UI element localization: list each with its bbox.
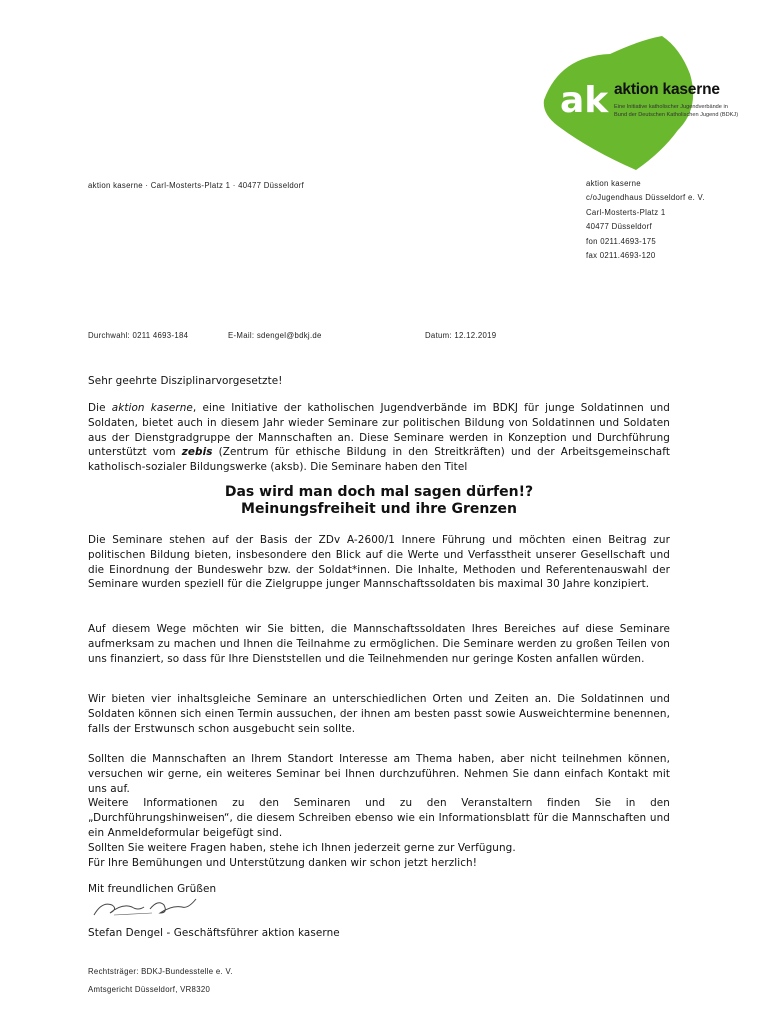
signature-name: Stefan Dengel - Geschäftsführer aktion kaserne xyxy=(88,927,340,939)
aktion-kaserne-logo xyxy=(540,34,770,170)
seminar-title xyxy=(88,484,670,518)
paragraph-offer: Wir bieten vier inhaltsgleiche Seminare an unterschiedlichen Orten und Zeiten an. Die Soldatinnen und Soldaten können sich einen Termin aussuchen, der ihnen am besten passt sowie Ausweichtermine benennen, falls der Erstwunsch schon ausgebucht sein sollte. xyxy=(88,693,670,735)
intro-zebis: zebis xyxy=(181,446,213,459)
logo-ak-mark: ak xyxy=(560,80,609,121)
address-line: 40477 Düsseldorf xyxy=(586,222,652,232)
paragraph-basis: Die Seminare stehen auf der Basis der ZDv A-2600/1 Innere Führung und möchten einen Beitrag zur politischen Bildung bieten, insbesondere den Blick auf die Werte und Verfasstheit unserer Gesellschaft und die Einordnung der Bundeswehr bzw. der Soldat*innen. Die Inhalte, Methoden und Referentenauswahl der Seminare wurden speziell für die Zielgruppe junger Mannschaftssoldaten bis maximal 30 Jahre konzipiert. xyxy=(88,534,670,591)
date: Datum: 12.12.2019 xyxy=(425,331,497,340)
footer-register: Amtsgericht Düsseldorf, VR8320 xyxy=(88,985,211,994)
paragraph-contact-a: Sollten die Mannschaften an Ihrem Standort Interesse am Thema haben, aber nicht teilnehmen können, versuchen wir gerne, ein weiteres Seminar bei Ihnen durchzuführen. Nehmen Sie dann einfach Kontakt mit uns auf. xyxy=(88,753,670,795)
paragraph-request: Auf diesem Wege möchten wir Sie bitten, die Mannschaftssoldaten Ihres Bereiches auf diese Seminare aufmerksam zu machen und Ihnen die Teilnahme zu ermöglichen. Die Seminare werden zu großen Teilen von uns finanziert, so dass für Ihre Dienststellen und die Teilnehmenden nur geringe Kosten anfallen würden. xyxy=(88,623,670,665)
handwritten-signature xyxy=(92,895,202,921)
sender-return-line: aktion kaserne · Carl-Mosterts-Platz 1 · 40477 Düsseldorf xyxy=(88,181,304,190)
paragraph-contact-c: Sollten Sie weitere Fragen haben, stehe ich Ihnen jederzeit gerne zur Verfügung. xyxy=(88,841,516,854)
paragraph-contact-d: Für Ihre Bemühungen und Unterstützung danken wir schon jetzt herzlich! xyxy=(88,856,478,869)
durchwahl: Durchwahl: 0211 4693-184 xyxy=(88,331,189,340)
intro-org-name: aktion kaserne xyxy=(111,402,193,414)
intro-text: , eine Initiative der katholischen Jugendverbände im BDKJ für junge Soldatinnen und Soldaten, bietet auch in diesem Jahr wieder Seminare zur politischen Bildung von Soldatinnen und Soldaten aus der Dienstgradgruppe der Mannschaften an. Diese Seminare werden in Konzeption und Durchführung unterstützt vom xyxy=(88,402,671,459)
logo-subtitle-line-2: Bund der Deutschen Katholischen Jugend (BDKJ) xyxy=(614,112,739,118)
footer-legal-entity: Rechtsträger: BDKJ-Bundesstelle e. V. xyxy=(88,967,233,976)
seminar-title-line-2: Meinungsfreiheit und ihre Grenzen xyxy=(241,501,517,517)
address-line: aktion kaserne xyxy=(586,179,641,188)
seminar-title-line-1: Das wird man doch mal sagen dürfen!? xyxy=(224,484,534,500)
salutation: Sehr geehrte Disziplinarvorgesetzte! xyxy=(88,375,283,387)
intro-paragraph xyxy=(88,401,670,475)
sender-address-block xyxy=(586,177,705,263)
address-line: Carl-Mosterts-Platz 1 xyxy=(586,207,666,217)
address-line: fax 0211.4693-120 xyxy=(586,250,656,260)
logo-mark-icon xyxy=(540,34,770,170)
meta-line xyxy=(88,331,648,343)
intro-text: (Zentrum für ethische Bildung in den Streitkräften) und der Arbeitsgemeinschaft katholisch-sozialer Bildungswerke (aksb). Die Seminare haben den Titel xyxy=(88,446,671,474)
logo-title: aktion kaserne xyxy=(614,81,720,98)
paragraph-contact-b: Weitere Informationen zu den Seminaren und zu den Veranstaltern finden Sie in den „Durchführungshinweisen“, die diesem Schreiben ebenso wie ein Informationsblatt für die Mannschaften und ein Anmeldeformular beigefügt sind. xyxy=(88,797,670,839)
closing: Mit freundlichen Grüßen xyxy=(88,883,217,895)
intro-text: Die xyxy=(88,402,112,414)
address-line: fon 0211.4693-175 xyxy=(586,236,656,246)
paragraph-contact xyxy=(88,752,670,870)
address-line: c/oJugendhaus Düsseldorf e. V. xyxy=(586,193,705,203)
email[interactable]: E-Mail: sdengel@bdkj.de xyxy=(228,331,322,340)
logo-subtitle-line-1: Eine Initiative katholischer Jugendverbände in xyxy=(614,104,728,110)
